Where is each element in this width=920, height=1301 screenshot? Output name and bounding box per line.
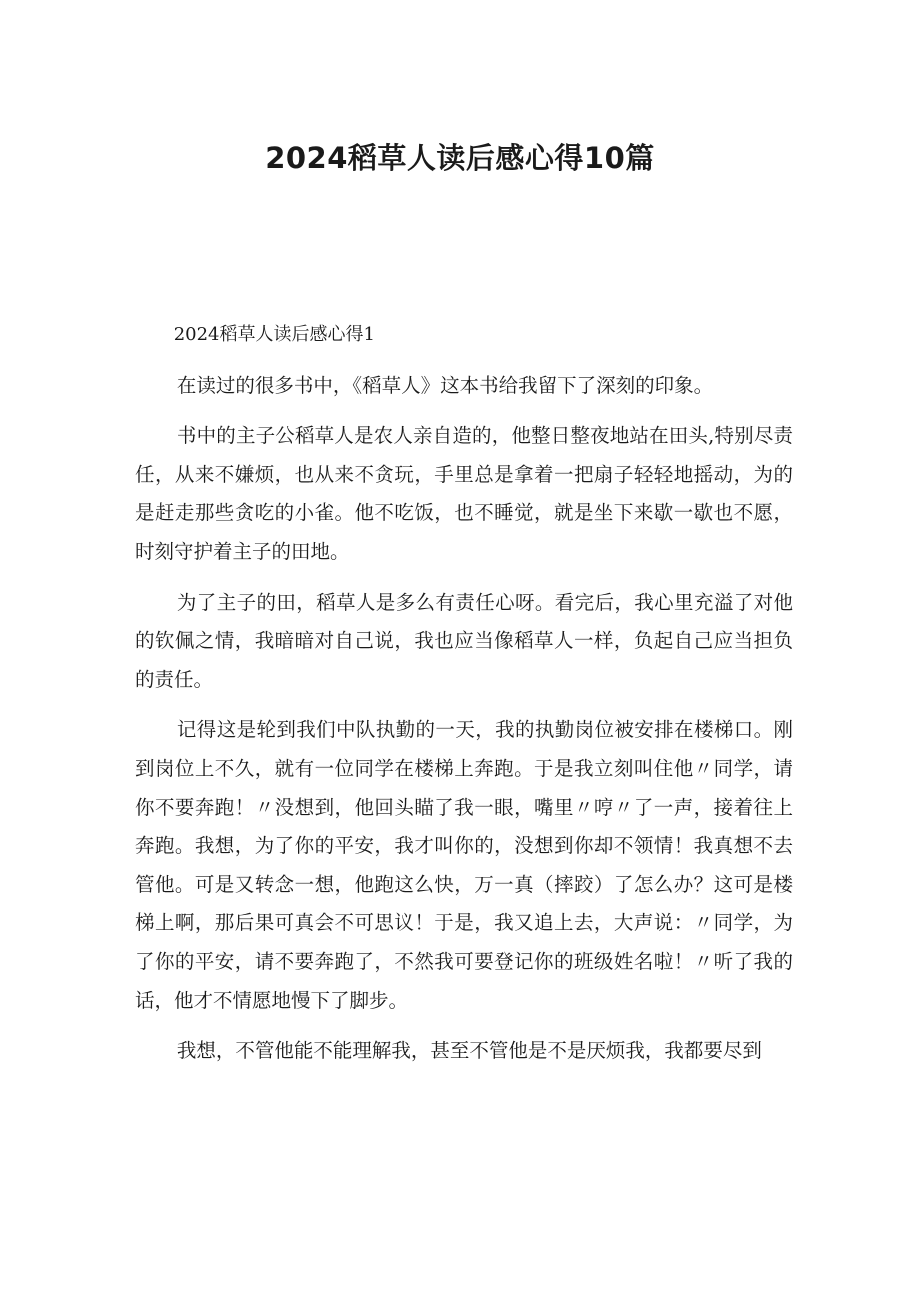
- paragraph-4: 记得这是轮到我们中队执勤的一天，我的执勤岗位被安排在楼梯口。刚到岗位上不久，就有一位同学在楼梯上奔跑。于是我立刻叫住他〃同学，请你不要奔跑！〃没想到，他回头瞄了我一眼，嘴里〃哼〃了一声，接着往上奔跑。我想，为了你的平安，我才叫你的，没想到你却不领情！我真想不去管他。可是又转念一想，他跑这么快，万一真（摔跤）了怎么办？这可是楼梯上啊，那后果可真会不可思议！于是，我又追上去，大声说：〃同学，为了你的平安，请不要奔跑了，不然我可要登记你的班级姓名啦！〃听了我的话，他才不情愿地慢下了脚步。: [135, 718, 793, 1012]
- paragraph-2: 书中的主子公稻草人是农人亲自造的，他整日整夜地站在田头,特别尽责任，从来不嫌烦，也从来不贪玩，手里总是拿着一把扇子轻轻地摇动，为的是赶走那些贪吃的小雀。他不吃饭，也不睡觉，就是坐下来歇一歇也不愿，时刻守护着主子的田地。: [135, 424, 793, 563]
- paragraph-5: 我想，不管他能不能理解我，甚至不管他是不是厌烦我，我都要尽到: [176, 1039, 762, 1063]
- document-title: 2024稻草人读后感心得10篇: [265, 141, 655, 175]
- document-body: [135, 316, 793, 1083]
- section-heading: 2024稻草人读后感心得1: [173, 324, 375, 345]
- paragraph-1: 在读过的很多书中，《稻草人》这本书给我留下了深刻的印象。: [176, 373, 714, 397]
- paragraph-3: 为了主子的田，稻草人是多么有责任心呀。看完后，我心里充溢了对他的钦佩之情，我暗暗对自己说，我也应当像稻草人一样，负起自己应当担负的责任。: [135, 590, 793, 691]
